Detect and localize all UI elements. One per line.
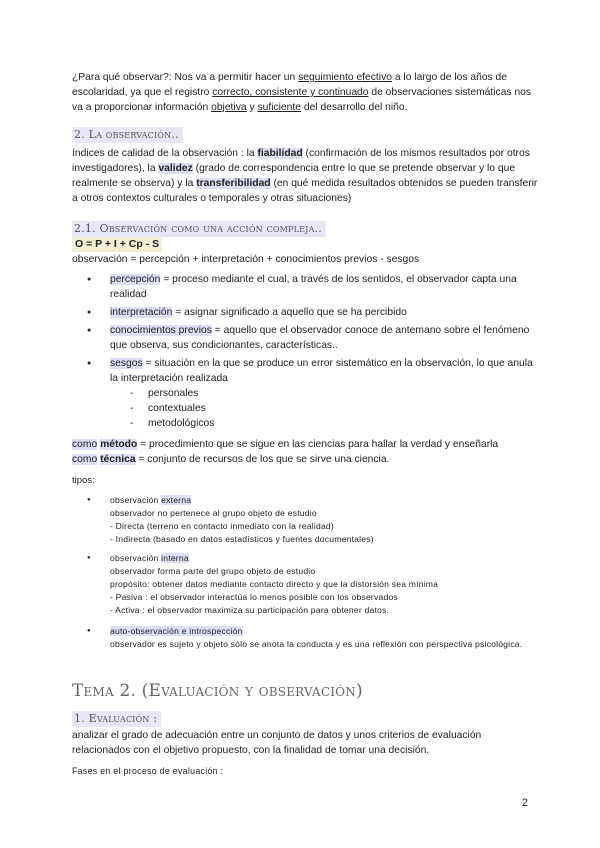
keyword-validez: validez	[158, 163, 193, 174]
observation-definition: observación = percepción + interpretación + conocimientos previos - sesgos	[72, 254, 420, 265]
underlined-term: objetiva	[211, 102, 247, 113]
keyword-fiabilidad: fiabilidad	[257, 148, 303, 159]
quality-indices-paragraph: índices de calidad de la observación : la fiabilidad (confirmación de los mismos resultados por otros investigadores), la validez (grado de correspondencia entre lo que se pretende observar y lo que realmente se observa) y la transferibilidad (en qué medida resultados obtenidos se pueden transferir a otros contextos culturales o temporales y otras situaciones)	[72, 148, 538, 204]
tecnica-definition: como técnica = conjunto de recursos de los que se sirve una ciencia.	[72, 454, 390, 465]
intro-paragraph: ¿Para qué observar?: Nos va a permitir hacer un seguimiento efectivo a lo largo de los años de escolaridad, ya que el registro correcto, consistente y continuado de observaciones sistemáticas nos va a proporcionar información objetiva y suficiente del desarrollo del niño.	[72, 72, 532, 113]
list-item: ● sesgos = situación en la que se produce un error sistemático en la observación, lo que anula la interpretación realizada - personales - contextuales - metodológicos	[72, 356, 542, 431]
chapter-title: Tema 2. (Evaluación y observación)	[72, 681, 363, 701]
fases-label: Fases en el proceso de evaluación :	[72, 766, 224, 776]
list-item: ● interpretación = asignar significado a aquello que se ha percibido	[72, 305, 542, 320]
components-list	[72, 272, 542, 434]
section-heading-observacion: 2. La observación..	[72, 127, 183, 143]
underlined-term: seguimiento efectivo	[298, 72, 392, 83]
keyword-transferibilidad: transferibilidad	[196, 178, 271, 189]
tipos-label: tipos:	[72, 475, 95, 486]
list-item: - metodológicos	[130, 416, 542, 431]
underlined-term: correcto, consistente y continuado	[212, 87, 369, 98]
sesgo-types-list	[110, 386, 542, 431]
list-item: ● observación interna observador forma parte del grupo objeto de estudio propósito: obtener datos mediante contacto directo y que la distorsión sea mínima - Pasiva : el observador interactúa lo menos posible con los observados - Activa : el observador maximiza su participación para obtener datos.	[72, 552, 542, 617]
tipos-list	[72, 494, 542, 657]
list-item: - personales	[130, 386, 542, 401]
list-item: ● auto-observación e introspección observador es sujeto y objeto sólo se anota la conducta y es una reflexión con perspectiva psicológica.	[72, 625, 542, 651]
section-heading-accion-compleja: 2.1. Observación como una acción compleja..	[72, 221, 326, 237]
list-item: ● percepción = proceso mediante el cual, a través de los sentidos, el observador capta una realidad	[72, 272, 542, 302]
underlined-term: suficiente	[257, 102, 301, 113]
evaluation-definition: analizar el grado de adecuación entre un conjunto de datos y unos criterios de evaluación relacionados con el objetivo propuesto, con la finalidad de tomar una decisión.	[72, 730, 482, 756]
list-item: - contextuales	[130, 401, 542, 416]
section-heading-evaluacion: 1. Evaluación :	[72, 711, 161, 727]
page-number: 2	[521, 797, 528, 809]
list-item: ● conocimientos previos = aquello que el observador conoce de antemano sobre el fenómeno que observa, sus condicionantes, características..	[72, 323, 542, 353]
metodo-definition: como método = procedimiento que se sigue en las ciencias para hallar la verdad y enseñarla	[72, 439, 499, 450]
formula: O = P + I + Cp - S	[72, 237, 162, 252]
list-item: ● observación externa observador no pertenece al grupo objeto de estudio - Directa (terreno en contacto inmediato con la realidad) - Indirecta (basado en datos estadísticos y fuentes documentales)	[72, 494, 542, 546]
